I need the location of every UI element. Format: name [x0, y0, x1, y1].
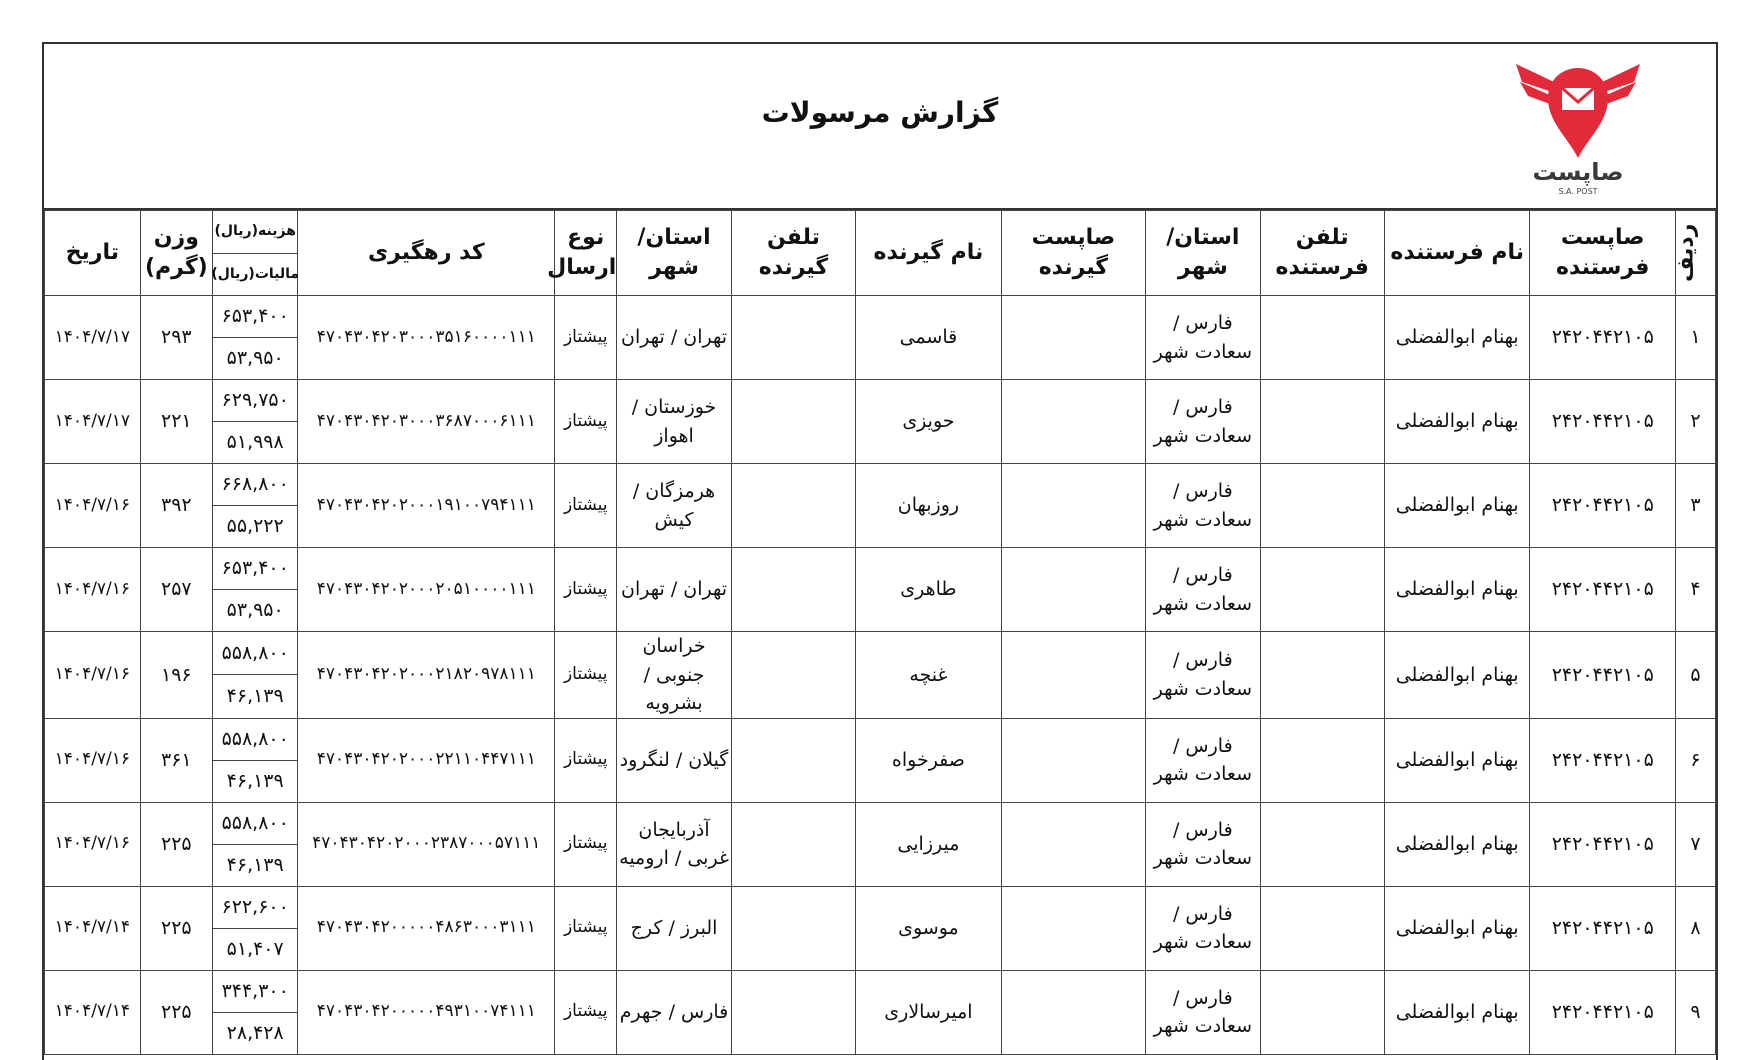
- cell-sender-phone: [1260, 296, 1384, 380]
- cell-date: ۱۴۰۴/۷/۱۴: [45, 970, 141, 1054]
- cell-sender-sapost: ۲۴۲۰۴۴۲۱۰۵: [1530, 380, 1676, 464]
- cell-cost: ۵۵۸,۸۰۰: [221, 811, 289, 834]
- cell-tracking-code: ۴۷۰۴۳۰۴۲۰۲۰۰۰۱۹۱۰۰۷۹۴۱۱۱: [298, 464, 555, 548]
- cell-cost: ۶۵۳,۴۰۰: [221, 557, 289, 580]
- cell-weight: ۱۹۶: [140, 632, 212, 719]
- table-body: [45, 296, 1716, 1055]
- cell-send-type: پیشتاز: [555, 886, 617, 970]
- cell-receiver-name: امیرسالاری: [856, 970, 1002, 1054]
- cell-receiver-sapost: [1001, 548, 1145, 632]
- cell-sender-phone: [1260, 970, 1384, 1054]
- cell-cost: ۳۴۴,۳۰۰: [221, 979, 289, 1002]
- table-row: [45, 380, 1716, 464]
- cell-send-type: پیشتاز: [555, 380, 617, 464]
- cell-receiver-name: صفرخواه: [856, 718, 1002, 802]
- cell-row-no: ۸: [1676, 886, 1716, 970]
- cell-receiver-name: غنچه: [856, 632, 1002, 719]
- cell-tax: ۴۶,۱۳۹: [213, 844, 298, 886]
- report-frame: [42, 42, 1718, 1060]
- cell-sender-sapost: ۲۴۲۰۴۴۲۱۰۵: [1530, 886, 1676, 970]
- header-weight: وزن (گرم): [140, 211, 212, 296]
- cell-receiver-sapost: [1001, 464, 1145, 548]
- header-sender-name: نام فرستنده: [1384, 211, 1530, 296]
- header-send-type: نوع ارسال: [555, 211, 617, 296]
- cell-weight: ۲۲۵: [140, 886, 212, 970]
- cell-sender-name: بهنام ابوالفضلی: [1384, 886, 1530, 970]
- cell-receiver-name: روزبهان: [856, 464, 1002, 548]
- cell-sender-city: فارس / سعادت شهر: [1146, 548, 1260, 632]
- cell-tax: ۵۱,۹۹۸: [213, 421, 298, 463]
- cell-weight: ۲۵۷: [140, 548, 212, 632]
- cell-cost-tax: [212, 886, 298, 970]
- cell-cost-tax: [212, 296, 298, 380]
- cell-sender-city: فارس / سعادت شهر: [1146, 380, 1260, 464]
- cell-cost-tax: [212, 464, 298, 548]
- cell-row-no: ۱: [1676, 296, 1716, 380]
- cell-receiver-sapost: [1001, 718, 1145, 802]
- cell-sender-name: بهنام ابوالفضلی: [1384, 464, 1530, 548]
- cell-sender-sapost: ۲۴۲۰۴۴۲۱۰۵: [1530, 548, 1676, 632]
- cell-sender-phone: [1260, 886, 1384, 970]
- cell-sender-city: فارس / سعادت شهر: [1146, 970, 1260, 1054]
- cell-row-no: ۶: [1676, 718, 1716, 802]
- cell-row-no: ۴: [1676, 548, 1716, 632]
- table-row: [45, 464, 1716, 548]
- cell-tracking-code: ۴۷۰۴۳۰۴۲۰۰۰۰۰۴۹۳۱۰۰۷۴۱۱۱: [298, 970, 555, 1054]
- cell-send-type: پیشتاز: [555, 718, 617, 802]
- cell-receiver-city: گیلان / لنگرود: [617, 718, 731, 802]
- cell-sender-name: بهنام ابوالفضلی: [1384, 802, 1530, 886]
- cell-date: ۱۴۰۴/۷/۱۶: [45, 718, 141, 802]
- cell-tax: ۴۶,۱۳۹: [213, 760, 298, 802]
- cell-sender-name: بهنام ابوالفضلی: [1384, 718, 1530, 802]
- cell-sender-phone: [1260, 548, 1384, 632]
- cell-sender-phone: [1260, 802, 1384, 886]
- cell-sender-city: فارس / سعادت شهر: [1146, 886, 1260, 970]
- header-sender-sapost: صاپست فرستنده: [1530, 211, 1676, 296]
- cell-date: ۱۴۰۴/۷/۱۷: [45, 380, 141, 464]
- cell-receiver-name: قاسمی: [856, 296, 1002, 380]
- cell-weight: ۲۹۳: [140, 296, 212, 380]
- cell-row-no: ۳: [1676, 464, 1716, 548]
- cell-receiver-phone: [731, 380, 855, 464]
- shipments-table: [44, 210, 1716, 1055]
- cell-sender-sapost: ۲۴۲۰۴۴۲۱۰۵: [1530, 802, 1676, 886]
- cell-receiver-name: میرزایی: [856, 802, 1002, 886]
- cell-receiver-name: طاهری: [856, 548, 1002, 632]
- cell-row-no: ۵: [1676, 632, 1716, 719]
- cell-tax: ۵۵,۲۲۲: [213, 505, 298, 547]
- cell-cost-tax: [212, 632, 298, 719]
- table-row: [45, 296, 1716, 380]
- cell-tracking-code: ۴۷۰۴۳۰۴۲۰۳۰۰۰۳۶۸۷۰۰۰۶۱۱۱: [298, 380, 555, 464]
- cell-tax: ۵۳,۹۵۰: [213, 589, 298, 631]
- cell-date: ۱۴۰۴/۷/۱۶: [45, 802, 141, 886]
- cell-receiver-city: هرمزگان / کیش: [617, 464, 731, 548]
- cell-sender-sapost: ۲۴۲۰۴۴۲۱۰۵: [1530, 464, 1676, 548]
- cell-sender-name: بهنام ابوالفضلی: [1384, 380, 1530, 464]
- cell-date: ۱۴۰۴/۷/۱۶: [45, 464, 141, 548]
- cell-receiver-sapost: [1001, 296, 1145, 380]
- cell-receiver-city: تهران / تهران: [617, 548, 731, 632]
- header-row-no: ردیف: [1676, 211, 1716, 296]
- cell-receiver-sapost: [1001, 802, 1145, 886]
- cell-row-no: ۷: [1676, 802, 1716, 886]
- cell-sender-city: فارس / سعادت شهر: [1146, 718, 1260, 802]
- header-receiver-sapost: صاپست گیرنده: [1001, 211, 1145, 296]
- table-row: [45, 970, 1716, 1054]
- cell-receiver-sapost: [1001, 886, 1145, 970]
- cell-send-type: پیشتاز: [555, 296, 617, 380]
- cell-cost: ۵۵۸,۸۰۰: [221, 727, 289, 750]
- header-cost: هزینه(ریال): [214, 223, 296, 240]
- logo-subtext: S.A. POST: [1558, 187, 1598, 196]
- table-row: [45, 718, 1716, 802]
- cell-receiver-city: خوزستان / اهواز: [617, 380, 731, 464]
- cell-date: ۱۴۰۴/۷/۱۶: [45, 632, 141, 719]
- header-tax: مالیات(ریال): [213, 253, 298, 296]
- cell-row-no: ۹: [1676, 970, 1716, 1054]
- cell-sender-sapost: ۲۴۲۰۴۴۲۱۰۵: [1530, 632, 1676, 719]
- cell-send-type: پیشتاز: [555, 548, 617, 632]
- cell-tracking-code: ۴۷۰۴۳۰۴۲۰۳۰۰۰۳۵۱۶۰۰۰۰۱۱۱: [298, 296, 555, 380]
- header-tracking-code: کد رهگیری: [298, 211, 555, 296]
- cell-receiver-sapost: [1001, 632, 1145, 719]
- cell-receiver-name: موسوی: [856, 886, 1002, 970]
- header-date: تاریخ: [45, 211, 141, 296]
- cell-receiver-phone: [731, 718, 855, 802]
- cell-receiver-phone: [731, 802, 855, 886]
- cell-receiver-name: حویزی: [856, 380, 1002, 464]
- table-row: [45, 802, 1716, 886]
- cell-sender-city: فارس / سعادت شهر: [1146, 296, 1260, 380]
- cell-sender-name: بهنام ابوالفضلی: [1384, 632, 1530, 719]
- cell-sender-sapost: ۲۴۲۰۴۴۲۱۰۵: [1530, 718, 1676, 802]
- cell-cost: ۶۲۲,۶۰۰: [221, 895, 289, 918]
- header-sender-phone: تلفن فرستنده: [1260, 211, 1384, 296]
- cell-tax: ۵۱,۴۰۷: [213, 928, 298, 970]
- logo-text: صاپست: [1532, 158, 1624, 186]
- cell-receiver-phone: [731, 464, 855, 548]
- page-title: گزارش مرسولات: [761, 96, 999, 129]
- cell-date: ۱۴۰۴/۷/۱۶: [45, 548, 141, 632]
- cell-tracking-code: ۴۷۰۴۳۰۴۲۰۰۰۰۰۴۸۶۳۰۰۰۳۱۱۱: [298, 886, 555, 970]
- cell-sender-phone: [1260, 464, 1384, 548]
- sapost-logo: [1508, 52, 1648, 202]
- cell-cost-tax: [212, 802, 298, 886]
- cell-weight: ۲۲۵: [140, 802, 212, 886]
- cell-sender-name: بهنام ابوالفضلی: [1384, 296, 1530, 380]
- header-receiver-name: نام گیرنده: [856, 211, 1002, 296]
- cell-cost: ۶۵۳,۴۰۰: [221, 305, 289, 328]
- cell-sender-city: فارس / سعادت شهر: [1146, 802, 1260, 886]
- cell-tax: ۲۸,۴۲۸: [213, 1012, 298, 1054]
- cell-receiver-city: البرز / کرج: [617, 886, 731, 970]
- cell-sender-phone: [1260, 718, 1384, 802]
- cell-send-type: پیشتاز: [555, 464, 617, 548]
- cell-tracking-code: ۴۷۰۴۳۰۴۲۰۲۰۰۰۲۲۱۱۰۴۴۷۱۱۱: [298, 718, 555, 802]
- cell-sender-sapost: ۲۴۲۰۴۴۲۱۰۵: [1530, 296, 1676, 380]
- cell-tax: ۴۶,۱۳۹: [213, 674, 298, 717]
- cell-cost: ۶۶۸,۸۰۰: [221, 473, 289, 496]
- cell-cost: ۵۵۸,۸۰۰: [221, 641, 289, 664]
- cell-sender-phone: [1260, 380, 1384, 464]
- cell-date: ۱۴۰۴/۷/۱۷: [45, 296, 141, 380]
- header-sender-city: استان/ شهر: [1146, 211, 1260, 296]
- cell-receiver-sapost: [1001, 380, 1145, 464]
- header-cost-tax: [212, 211, 298, 296]
- cell-cost-tax: [212, 380, 298, 464]
- cell-cost-tax: [212, 548, 298, 632]
- cell-receiver-city: فارس / جهرم: [617, 970, 731, 1054]
- header-receiver-city: استان/ شهر: [617, 211, 731, 296]
- cell-receiver-phone: [731, 632, 855, 719]
- cell-receiver-phone: [731, 296, 855, 380]
- cell-receiver-city: آذربایجان غربی / ارومیه: [617, 802, 731, 886]
- table-header-row: [45, 211, 1716, 296]
- cell-weight: ۲۲۵: [140, 970, 212, 1054]
- cell-tracking-code: ۴۷۰۴۳۰۴۲۰۲۰۰۰۲۰۵۱۰۰۰۰۱۱۱: [298, 548, 555, 632]
- cell-receiver-phone: [731, 886, 855, 970]
- cell-receiver-city: خراسان جنوبی / بشرویه: [617, 632, 731, 719]
- header-receiver-phone: تلفن گیرنده: [731, 211, 855, 296]
- cell-tracking-code: ۴۷۰۴۳۰۴۲۰۲۰۰۰۲۳۸۷۰۰۰۵۷۱۱۱: [298, 802, 555, 886]
- cell-send-type: پیشتاز: [555, 802, 617, 886]
- cell-receiver-phone: [731, 548, 855, 632]
- cell-row-no: ۲: [1676, 380, 1716, 464]
- cell-tracking-code: ۴۷۰۴۳۰۴۲۰۲۰۰۰۲۱۸۲۰۹۷۸۱۱۱: [298, 632, 555, 719]
- cell-weight: ۳۶۱: [140, 718, 212, 802]
- table-row: [45, 548, 1716, 632]
- cell-sender-name: بهنام ابوالفضلی: [1384, 970, 1530, 1054]
- table-row: [45, 632, 1716, 719]
- cell-cost-tax: [212, 718, 298, 802]
- cell-send-type: پیشتاز: [555, 970, 617, 1054]
- cell-sender-sapost: ۲۴۲۰۴۴۲۱۰۵: [1530, 970, 1676, 1054]
- cell-receiver-sapost: [1001, 970, 1145, 1054]
- cell-sender-name: بهنام ابوالفضلی: [1384, 548, 1530, 632]
- cell-sender-phone: [1260, 632, 1384, 719]
- cell-receiver-phone: [731, 970, 855, 1054]
- cell-weight: ۲۲۱: [140, 380, 212, 464]
- cell-tax: ۵۳,۹۵۰: [213, 337, 298, 379]
- cell-cost-tax: [212, 970, 298, 1054]
- cell-sender-city: فارس / سعادت شهر: [1146, 632, 1260, 719]
- cell-cost: ۶۲۹,۷۵۰: [221, 389, 289, 412]
- cell-receiver-city: تهران / تهران: [617, 296, 731, 380]
- cell-sender-city: فارس / سعادت شهر: [1146, 464, 1260, 548]
- cell-weight: ۳۹۲: [140, 464, 212, 548]
- table-row: [45, 886, 1716, 970]
- cell-send-type: پیشتاز: [555, 632, 617, 719]
- report-header: [44, 44, 1716, 210]
- cell-date: ۱۴۰۴/۷/۱۴: [45, 886, 141, 970]
